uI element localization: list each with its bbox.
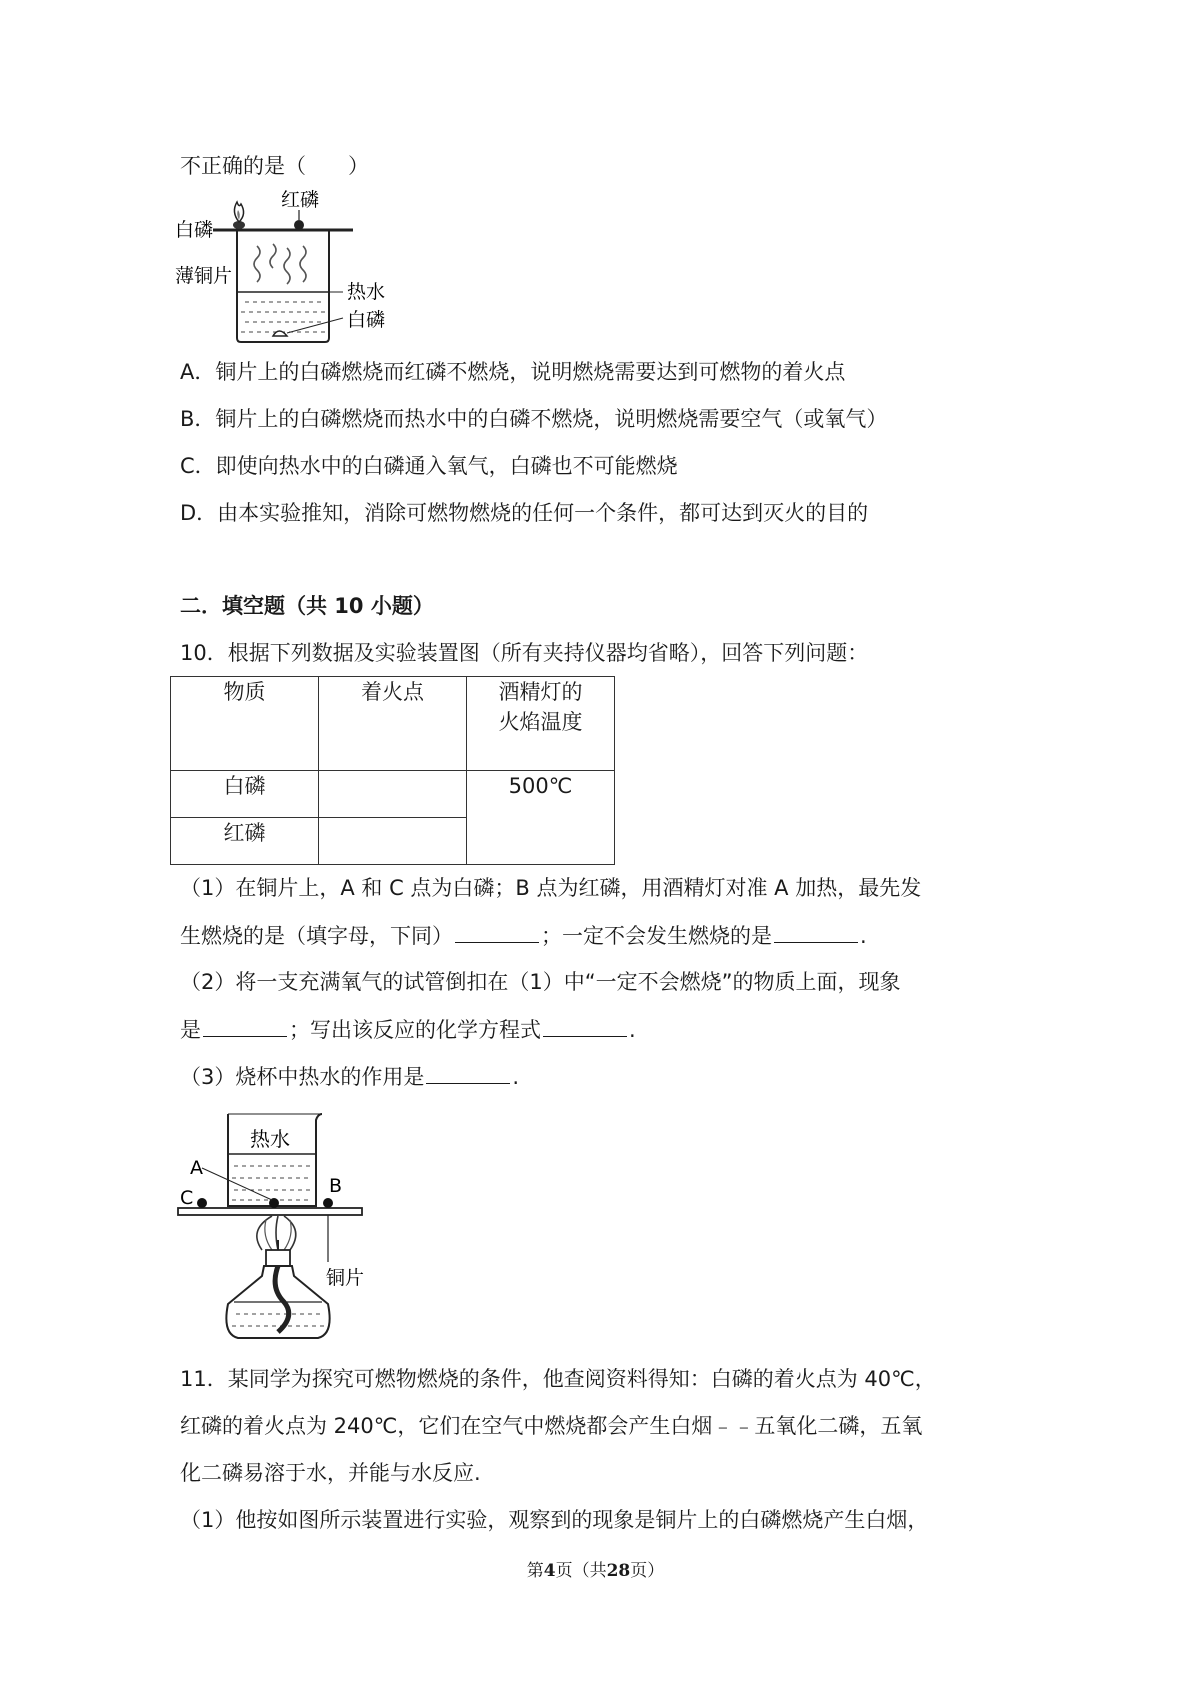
- q10-part2-line1: （2）将一支充满氧气的试管倒扣在（1）中“一定不会燃烧”的物质上面，现象: [180, 970, 901, 994]
- q9-option-c: C．即使向热水中的白磷通入氧气，白磷也不可能燃烧: [180, 454, 678, 478]
- q10-part2-line2: 是 ；写出该反应的化学方程式 .: [180, 1014, 636, 1045]
- q10-label-point-b: B: [329, 1175, 343, 1197]
- table-cell-flame-temp-value: 500℃: [467, 771, 615, 865]
- q9-option-d: D．由本实验推知，消除可燃物燃烧的任何一个条件，都可达到灭火的目的: [180, 501, 869, 525]
- q9-experiment-figure: [175, 188, 386, 348]
- q9-label-white-phosphorus-bottom: 白磷: [347, 309, 386, 331]
- table-header-flame-temp: 酒精灯的 火焰温度: [467, 677, 615, 771]
- answer-blank: [543, 1014, 627, 1037]
- table-cell-empty: [319, 818, 467, 865]
- q10-experiment-figure: [178, 1112, 388, 1342]
- q11-line1: 11．某同学为探究可燃物燃烧的条件，他查阅资料得知：白磷的着火点为 40℃，: [180, 1367, 936, 1391]
- q9-label-red-phosphorus: 红磷: [281, 189, 320, 211]
- answer-blank: [774, 920, 858, 943]
- q9-option-b: B．铜片上的白磷燃烧而热水中的白磷不燃烧，说明燃烧需要空气（或氧气）: [180, 407, 888, 431]
- q9-label-copper-plate: 薄铜片: [175, 265, 233, 287]
- table-header-substance: 物质: [171, 677, 319, 771]
- answer-blank: [455, 920, 539, 943]
- section-title: 二．填空题（共 10 小题）: [180, 594, 434, 618]
- table-cell-white-phosphorus: 白磷: [171, 771, 319, 818]
- q10-label-point-a: A: [190, 1157, 203, 1179]
- q10-part3: （3）烧杯中热水的作用是 .: [180, 1061, 519, 1092]
- answer-blank: [203, 1014, 287, 1037]
- q10-label-point-c: C: [180, 1187, 194, 1209]
- q9-stem-tail: 不正确的是（ ）: [180, 154, 369, 178]
- q10-part1-line2: 生燃烧的是（填字母，下同） ；一定不会发生燃烧的是 .: [180, 920, 867, 951]
- q10-stem: 10．根据下列数据及实验装置图（所有夹持仪器均省略），回答下列问题：: [180, 641, 869, 665]
- answer-blank: [426, 1061, 510, 1084]
- q9-label-white-phosphorus-top: 白磷: [175, 219, 214, 241]
- q10-part1-line1: （1）在铜片上，A 和 C 点为白磷；B 点为红磷，用酒精灯对准 A 加热，最先发: [180, 876, 922, 900]
- table-cell-red-phosphorus: 红磷: [171, 818, 319, 865]
- q9-option-a: A．铜片上的白磷燃烧而红磷不燃烧，说明燃烧需要达到可燃物的着火点: [180, 360, 846, 384]
- table-header-ignition-point: 着火点: [319, 677, 467, 771]
- q11-line2: 红磷的着火点为 240℃，它们在空气中燃烧都会产生白烟﹣﹣五氧化二磷，五氧: [180, 1414, 923, 1438]
- q10-label-copper: 铜片: [326, 1267, 365, 1289]
- page-footer: 第4页（共28页）: [526, 1561, 665, 1581]
- q11-line3: 化二磷易溶于水，并能与水反应.: [180, 1461, 481, 1485]
- table-cell-empty: [319, 771, 467, 818]
- q10-label-hot-water: 热水: [250, 1127, 290, 1151]
- page-total: 28: [606, 1561, 631, 1581]
- page-number: 4: [543, 1561, 556, 1581]
- q10-data-table: [170, 676, 615, 865]
- q9-label-hot-water: 热水: [347, 281, 386, 303]
- q11-line4: （1）他按如图所示装置进行实验，观察到的现象是铜片上的白磷燃烧产生白烟，: [180, 1508, 929, 1532]
